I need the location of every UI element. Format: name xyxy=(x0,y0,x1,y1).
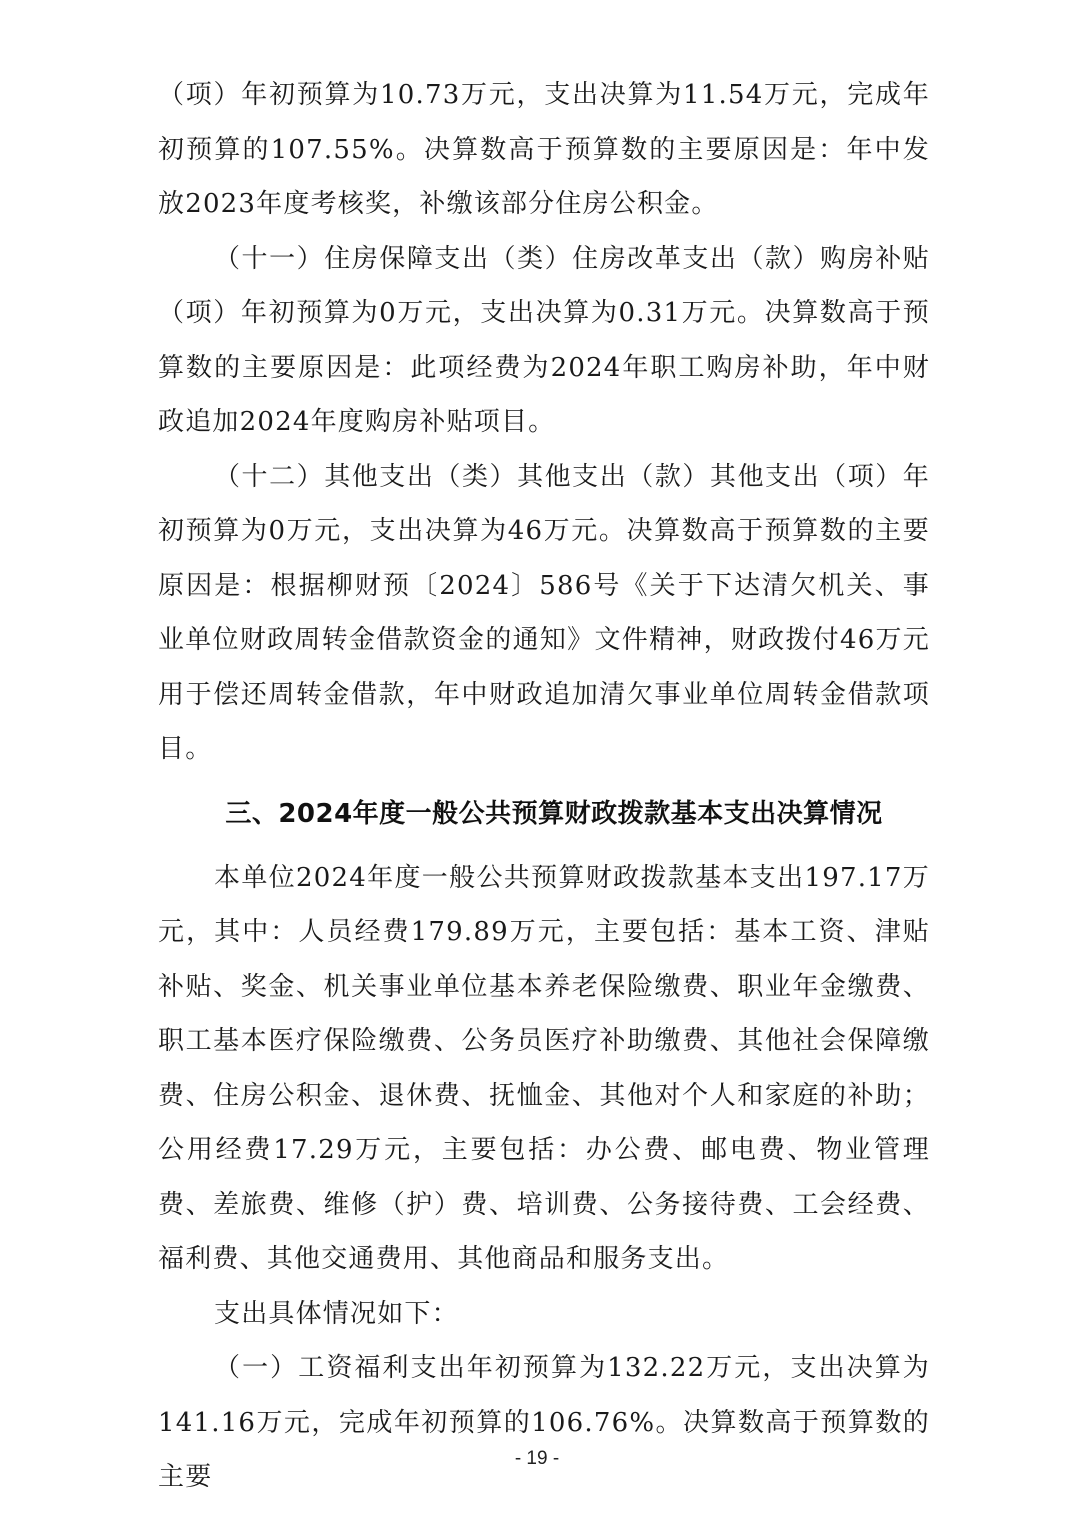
paragraph-housing-fund-continued: （项）年初预算为10.73万元，支出决算为11.54万元，完成年初预算的107.55%。决算数高于预算数的主要原因是：年中发放2023年度考核奖，补缴该部分住房公积金。 xyxy=(158,80,930,219)
paragraph-housing-subsidy: （十一）住房保障支出（类）住房改革支出（款）购房补贴（项）年初预算为0万元，支出决算为0.31万元。决算数高于预算数的主要原因是：此项经费为2024年职工购房补助，年中财政追加2024年度购房补贴项目。 xyxy=(158,243,930,437)
page-number: - 19 - xyxy=(514,1448,560,1469)
paragraph-details-intro: 支出具体情况如下： xyxy=(214,1298,459,1329)
paragraph-basic-expenditure: 本单位2024年度一般公共预算财政拨款基本支出197.17万元，其中：人员经费179.89万元，主要包括：基本工资、津贴补贴、奖金、机关事业单位基本养老保险缴费、职业年金缴费、职工基本医疗保险缴费、公务员医疗补助缴费、其他社会保障缴费、住房公积金、退休费、抚恤金、其他对个人和家庭的补助；公用经费17.29万元，主要包括：办公费、邮电费、物业管理费、差旅费、维修（护）费、培训费、公务接待费、工会经费、福利费、其他交通费用、其他商品和服务支出。 xyxy=(158,862,930,1274)
document-body xyxy=(158,68,930,1505)
paragraph-wages-welfare: （一）工资福利支出年初预算为132.22万元，支出决算为141.16万元，完成年初预算的106.76%。决算数高于预算数的主要 xyxy=(158,1353,930,1492)
paragraph-other-expenditure: （十二）其他支出（类）其他支出（款）其他支出（项）年初预算为0万元，支出决算为46万元。决算数高于预算数的主要原因是：根据柳财预〔2024〕586号《关于下达清欠机关、事业单位财政周转金借款资金的通知》文件精神，财政拨付46万元用于偿还周转金借款，年中财政追加清欠事业单位周转金借款项目。 xyxy=(158,461,930,764)
section-heading: 三、2024年度一般公共预算财政拨款基本支出决算情况 xyxy=(225,798,883,829)
